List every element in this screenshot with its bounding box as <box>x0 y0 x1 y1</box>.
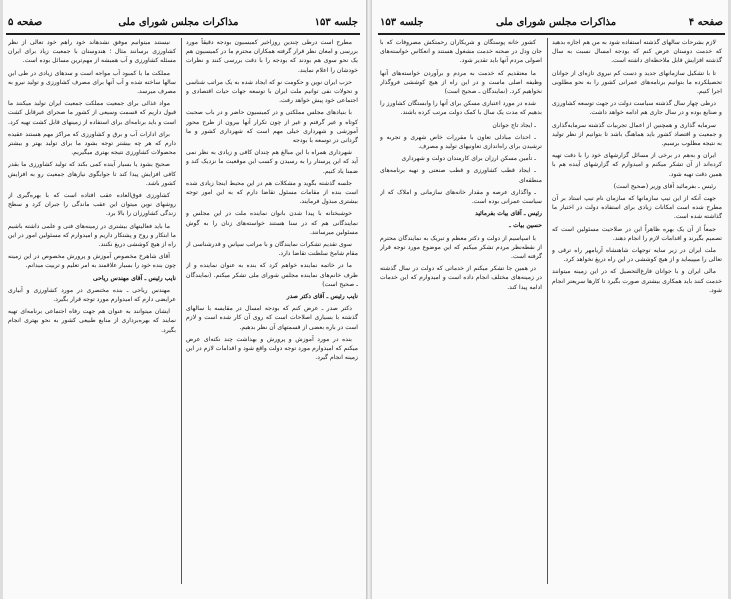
paragraph: مطرح است درطی چندین روزاخیر کمیسیون بودجه دقیقاً مورد بررسی و امعان نظر قرار گرفته همکاران محترم ما در کمیسیون هم یک نحو سوی هم بودند که بودجه را با دقت بررسی کنند و نظرات خودشان را اعلام نمایند. <box>186 39 358 74</box>
paragraph: ـ ایجاد قطب کشاورزی و قطب صنعتی و تهیه برنامه‌های منطقه‌ای <box>380 167 542 184</box>
paragraph: ایشان میتوانند به عنوان هم جهت رفاه اجتماعی برنامه‌ای تهیه نمایند که بهره‌برداری از منابع طبیعی کشور به نحو بهتری انجام بگیرد. <box>8 308 176 334</box>
paragraph: مملکت ما با کمبود آب مواجه است و سدهای زیادی در طی این سالها ساخته شده و آب آنها برای مصرف کشاورزی و تولید نیرو به مصرف میرسد. <box>8 69 176 96</box>
speaker-heading: نایب رئیس ـ آقای مهندس ریاحی <box>93 274 176 282</box>
paragraph: جمعاً از آن یک بهره ظاهراً این در صلاحیت مسئولین است که تصمیم بگیرند و اقدامات لازم را انجام دهند. <box>552 225 722 242</box>
paragraph: با اسپاسیم از دولت و دکتر معظم و تبریک به نمایندگان محترم از نقطه‌نظر مردم تشکر میکنم که این موضوع مورد توجه قرار گرفته است. <box>380 234 542 261</box>
column-divider <box>181 38 182 584</box>
paragraph: تا با تشکیل سازمانهای جدید و دست کم نیروی تازه‌ای از جوانان تحصیلکرده ما بتوانیم برنامه‌های عمرانی کشور را به نحو مطلوبی اجرا کنیم. <box>552 69 722 96</box>
paragraph: درطی چهار سال گذشته سیاست دولت در جهت توسعه کشاورزی و صنایع بوده و در سال جاری هم ادامه خواهد داشت. <box>552 100 722 117</box>
column-divider <box>547 38 548 584</box>
page-edge <box>0 0 3 599</box>
left-page-left-column <box>8 38 176 584</box>
paragraph: با بنیادهای مجلس مملکتی و در کمیسیون حاضر و در باب صحبت کوتاه و غیر گرفتم و غیر از چون تکرار آنها بیرون از طرح محور آموزشی و شهرداری خیلی مهم است که شهرداری کشور و ما گردانی در توسعه با بودجه <box>186 109 358 145</box>
paragraph: ایران و به‌هم در برخی از مسائل گزارشهای خود را با دقت تهیه کرده‌اند از آن تشکر میکنم و امیدوارم که گزارشهای آینده هم با همین دقت تهیه شود. <box>552 152 722 178</box>
paragraph: لازم بشرحات سالهای گذشته استفاده شود به من هم اجازه بدهید که خدمت دوستان عرض کنم که بودجه امسال نسبت به سال گذشته افزایش قابل ملاحظه‌ای داشته است. <box>552 39 722 65</box>
paragraph: ما باید فعالیتهای بیشتری در زمینه‌های فنی و علمی داشته باشیم ما ابتکار و روح و پشتکار داریم و امیدوارم که مسئولین امور در این راه از هیچ کوششی دریغ نکنند. <box>8 222 176 249</box>
paragraph: آقای شاهرخ مخصوص آموزش و پرورش مخصوص در این زمینه چون بنده خود را بسیار علاقمند به امر تعلیم و تربیت میدانم. <box>8 253 176 270</box>
paragraph: مواد غذائی برای جمعیت مملکت جمعیت ایران تولید میکنند ما قبول داریم که قسمت وسیعی از کشور ما صحرای غیرقابل کشت است و باید برنامه‌ای برای استفاده از زمینهای قابل کشت تهیه کرد. <box>8 100 176 126</box>
paragraph: کشور خانه پوستگان و شریکاران رحمتکش مصروفات که با جان ودل در صحنه خدمت مشغول هستند و انعکاس خواسته‌های اصولی مردم آنها باید تقدیر شود. <box>380 39 542 65</box>
paragraph: ـ احداث مبادلی تعاون با مقررات خاص شهری و تجربه و ترشیدن برای راه‌اندازی تعاونیهای تولید و مصرف. <box>380 133 542 151</box>
page-number: ۴ <box>688 16 695 28</box>
paragraph: ملت ایران در زیر سایه توجهات شاهنشاه آریامهر راه ترقی و تعالی را میپیماید و از هیچ کوششی در این راه دریغ نخواهد کرد. <box>552 247 722 264</box>
paragraph: مهندس ریاحی ـ بنده مختصری در مورد کشاورزی و آبیاری عرایضی دارم که امیدوارم مورد توجه قرار بگیرد. <box>8 286 176 304</box>
left-page-right-column <box>186 38 358 584</box>
paragraph: شهرداری همراه با این مبالغ هم چندان کافی و زیادی به نظر نمی آید که این پرستار را به رسیدن و کسب این موقعیت ما نزدیک کند و ضمنا یاد کنیم. <box>186 149 358 175</box>
header-rule <box>378 33 725 35</box>
right-page-header <box>380 14 723 30</box>
speaker-heading: حسین بیات ـ <box>509 222 542 230</box>
paragraph: مالی ایران و با جوانان فارغ‌التحصیل که در این زمینه میتوانند خدمت کنند باید همکاری بیشتری صورت بگیرد تا کارها سریعتر انجام شود. <box>552 268 722 294</box>
right-page-right-column <box>552 38 722 584</box>
session-word: جلسه <box>399 16 424 28</box>
paragraph: شده در مورد اعتباری مسکن برای آنها را وابستگان کشاورز را بدهیم که مدت یک سال با کمک دولت مرتب کرده باشند. <box>380 100 542 117</box>
journal-title: مذاکرات مجلس شورای ملی <box>118 16 239 28</box>
header-page <box>689 17 723 28</box>
paragraph: نیستند میتوانیم موفق نشدهاند خود راهم خود تعالی از نظر کشاورزی برسانند مثال ؛ هندوستان با جمعیت زیاد برای ایران مسئله کشاورزی و آب همیشه از مهم‌ترین مسائل بوده است. <box>8 39 176 65</box>
speaker-heading: رئیس ـ آقای بیات بفرمائید <box>475 210 542 218</box>
session-word: جلسه <box>334 16 358 28</box>
page-word: صفحه <box>697 16 723 28</box>
paragraph: سوی تقدیم تشکرات نمایندگان و با مراتب سپاس و قدرشناسی از مقام شامخ سلطنت تقاضا دارد. <box>186 241 358 258</box>
paragraph: خوشبختانه با پیدا شدن بانوان نماینده ملت در این مجلس و نمایندگانی هم که در سنا هستند خواسته‌های زنان را به گوش مسئولین میرسانند. <box>186 210 358 236</box>
paragraph: ـ ایجاد تاج جوانان <box>492 121 536 129</box>
right-page <box>372 0 731 599</box>
paragraph: جلسه گذشته بگوید و مشکلات هم در این محیط اینجا زیادی شده است بنده از مقامات مسئول تقاضا دارم که به این امور توجه بیشتری مبذول فرمایند. <box>186 179 358 206</box>
paragraph: ما معتقدیم که خدمت به مردم و برآوردن خواسته‌های آنها وظیفه اصلی ماست و در این راه از هیچ کوششی فروگذار نخواهیم کرد. (نمایندگان ـ صحیح است) <box>380 69 542 96</box>
header-rule <box>6 33 360 35</box>
header-session <box>315 17 358 28</box>
paragraph: بنده در مورد آموزش و پرورش و بهداشت چند نکته‌ای عرض میکنم که امیدوارم مورد توجه دولت واقع شود و اقدامات لازم در این زمینه انجام گیرد. <box>186 335 358 362</box>
header-session <box>380 17 423 28</box>
paragraph: برای ادارات آب و برق و کشاورزی که مراکز مهم هستند عقیده دارم که هر چه بیشتر توجه بشود ما برای تولید بهتر و بیشتر محصولات کشاورزی نتیجه بهتری میگیریم. <box>8 130 176 157</box>
paragraph: سرمایه گذاری و همچنین از اعمال تجربیات گذشته سرمایه‌گذاری و جمعیت و اقتصاد کشور باید هماهنگ باشد تا بتوانیم از نظر تولید به نتیجه مطلوب برسیم. <box>552 121 722 148</box>
paragraph: جهت آنکه از این تیپ سازمانها که سازمان نام تیپ استاد بر آن مطرح شده است امکانات زیادی برای استفاده دولت در اختیار ما گذاشته شده است. <box>552 195 722 221</box>
journal-title: مذاکرات مجلس شورای ملی <box>496 16 617 28</box>
header-page <box>8 17 42 28</box>
paragraph: ما در خاتمه نماینده خواهم کرد که بنده به عنوان نماینده و از طرف خانم‌های نماینده مجلس شورای ملی تشکر میکنم. (نمایندگان ـ صحیح است) <box>186 262 358 288</box>
speaker-heading: نایب رئیس ـ آقای دکتر صدر <box>286 293 358 301</box>
left-page-header <box>8 14 358 30</box>
session-number: ۱۵۳ <box>314 16 331 28</box>
paragraph: کشاورزی فوق‌العاده عقب افتاده است که با بهره‌گیری از روشهای نوین میتوان این عقب ماندگی را جبران کرد و سطح زندگی کشاورزان را بالا برد. <box>8 192 176 218</box>
paragraph: حزب ایران نوین و حکومت نو که ایجاد شده به یک مراتب شناسی و تحولات نفی توانیم ملت ایران با توسعه جهات حیات اقتصادی و اجتماعی خود پیش خواهد رفت. <box>186 78 358 105</box>
paragraph: ـ تأمین مسکن ارزان برای کارمندان دولت و شهرداری <box>401 155 536 163</box>
paragraph: ـ واگذاری عرصه و مقدار خانه‌های سازمانی و املاک که از سیاست عمرانی بوده است. <box>380 188 542 206</box>
page-word: صفحه <box>16 16 43 28</box>
page-number: ۵ <box>8 16 14 28</box>
paragraph: صحیح بشود یا بسیار آینده کمی بکند که تولید کشاورزی ما بقدر کافی افزایش پیدا کند تا جوابگوی نیازهای جمعیت رو به افزایش کشور باشد. <box>8 161 176 187</box>
paragraph: دکتر صدر ـ عرض کنم که بودجه امسال در مقایسه با سالهای گذشته با بسیاری اصلاحات است که روی آن کار شده است و لازم است در باره بعضی از قسمتهای آن نظر بدهیم. <box>186 305 358 331</box>
right-page-left-column <box>380 38 542 584</box>
paragraph: رئیس ـ بفرمائید آقای وزیر (صحیح است) <box>613 182 716 190</box>
session-number: ۱۵۳ <box>380 16 397 28</box>
paragraph: در همین جا تشکر میکنم از خدماتی که دولت در سال گذشته در زمینه‌های مختلف انجام داده است و امیدوارم که این خدمات ادامه پیدا کند. <box>380 265 542 291</box>
